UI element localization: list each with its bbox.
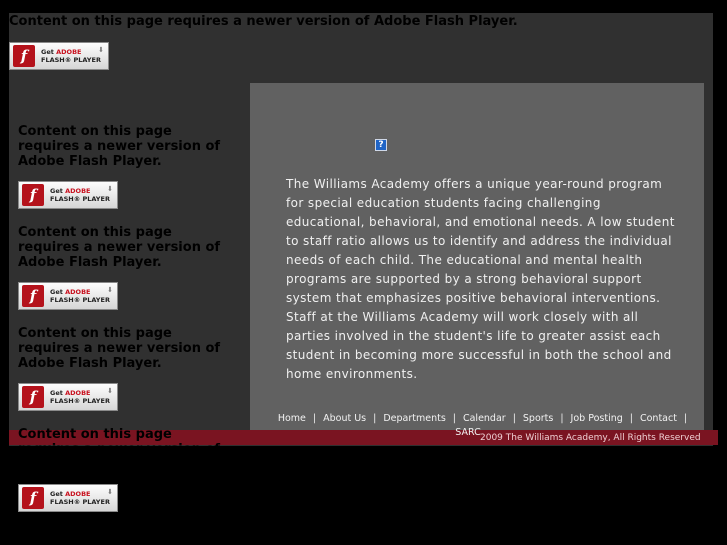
download-arrow-icon: ⬇ [98,46,104,54]
flash-logo-icon: f [22,487,44,509]
nav-link-calendar[interactable]: Calendar [462,413,506,424]
download-arrow-icon: ⬇ [107,286,113,294]
nav-separator: | [312,413,317,424]
get-flash-player-button[interactable] [9,42,109,70]
flash-required-message: Content on this page requires a newer version of Adobe Flash Player. [18,326,221,371]
flash-badge-text: Get ADOBE FLASH® PLAYER [50,490,110,506]
download-arrow-icon: ⬇ [107,185,113,193]
get-flash-player-button[interactable] [18,383,118,411]
flash-badge-text: Get ADOBE FLASH® PLAYER [50,187,110,203]
flash-required-message: Content on this page requires a newer version of Adobe Flash Player. [18,427,221,472]
nav-separator: | [683,413,688,424]
flash-badge-text: Get ADOBE FLASH® PLAYER [50,288,110,304]
nav-separator: | [512,413,516,424]
nav-link-job-posting[interactable]: Job Posting [570,413,623,424]
download-arrow-icon: ⬇ [107,488,113,496]
nav-separator: | [629,413,633,424]
flash-badge-text: Get ADOBE FLASH® PLAYER [41,48,101,64]
flash-required-message: Content on this page requires a newer version of Adobe Flash Player. [18,225,221,270]
get-flash-player-button[interactable] [18,181,118,209]
nav-link-home[interactable]: Home [277,413,306,424]
nav-link-departments[interactable]: Departments [383,413,446,424]
intro-text: The Williams Academy offers a unique year-round program for special education students facing challenging educational, behavioral, and emotional needs. A low student to staff ratio allows us to identify and address the individual needs of each child. The educational and mental health programs are supported by a strong behavioral support system that emphasizes positive behavioral interventions. Staff at the Williams Academy will work closely with all parties involved in the student's life to greater assist each student in becoming more successful in both the school and home environments. [286,177,675,381]
nav-link-sarc[interactable]: SARC [455,427,481,438]
get-flash-player-button[interactable] [18,484,118,512]
nav-separator: | [560,413,564,424]
broken-image-icon: ? [375,139,387,151]
nav-separator: | [373,413,377,424]
flash-required-message: Content on this page requires a newer version of Adobe Flash Player. [9,14,518,29]
flash-logo-icon: f [22,184,44,206]
flash-logo-icon: f [22,386,44,408]
copyright-text: 2009 The Williams Academy, All Rights Reserved [480,433,701,443]
nav-link-sports[interactable]: Sports [522,413,554,424]
get-flash-player-button[interactable] [18,282,118,310]
flash-logo-icon: f [13,45,35,67]
flash-required-message: Content on this page requires a newer version of Adobe Flash Player. [18,124,221,169]
nav-link-contact[interactable]: Contact [639,413,677,424]
flash-logo-icon: f [22,285,44,307]
download-arrow-icon: ⬇ [107,387,113,395]
top-bar [0,0,727,13]
nav-separator: | [452,413,456,424]
flash-badge-text: Get ADOBE FLASH® PLAYER [50,389,110,405]
nav-link-about-us[interactable]: About Us [323,413,367,424]
